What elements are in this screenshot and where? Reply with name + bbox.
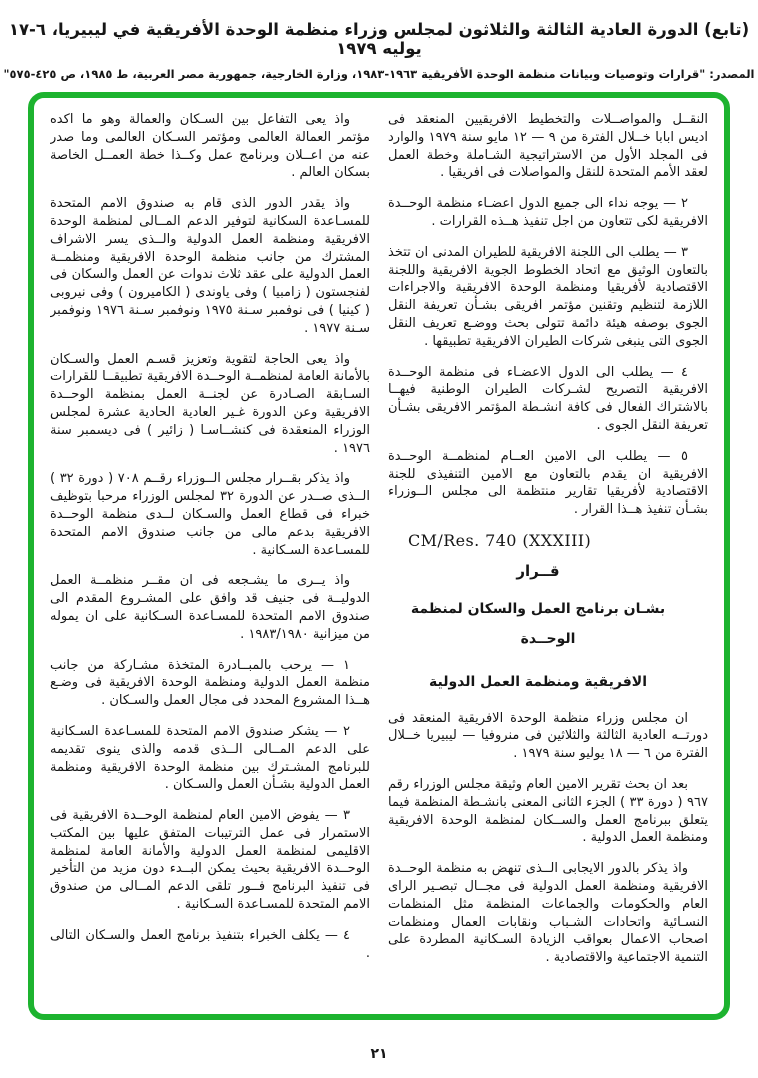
- body-paragraph: واذ يعى التفاعل بين السـكان والعمالة وهو ما اكده مؤتمر العمالة العالمى ومؤتمر السـكان العالمى وما صدر عنه من اعــلان وبرنامج عمل وكــذا خطة العمــل الخاصة بسكان العالم .: [50, 112, 370, 181]
- body-paragraph: ٤ — يكلف الخبراء بتنفيذ برنامج العمل والسـكان التالى .: [50, 927, 370, 961]
- body-paragraph: ٢ — يشكر صندوق الامم المتحدة للمسـاعدة السـكانية على الدعم المــالى الــذى قدمه والذى ينوى تقديمه للبرنامج المشـترك بين منظمة الوحدة الافريقية ومنظمة العمل الدولية بشـأن العمل والسـكان .: [50, 723, 370, 793]
- session-title: (تابع) الدورة العادية الثالثة والثلاثون لمجلس وزراء منظمة الوحدة الأفريقية في ليبيريا، ٦-١٧ يوليه ١٩٧٩: [8, 20, 750, 58]
- body-paragraph: واذ يذكر بالدور الايجابى الــذى تنهض به منظمة الوحــدة الافريقية ومنظمة العمل الدولية فى مجــال تبصـير الراى العام والحكومات والجماعات المنظمة مثل المنظمات النسـائية واتحادات الشـباب ونقابات العمال ومنظمات اصحاب الاعمال بعواقب الزيادة السـكانية المطردة على التنمية الاجتماعية والاقتصادية .: [388, 861, 708, 966]
- resolution-reference: CM/Res. 740 (XXXIII): [408, 530, 592, 550]
- resolution-title-line1: بشـان برنامج العمل والسكان لمنظمة الوحــدة: [410, 600, 666, 647]
- resolution-heading: قــرار: [516, 561, 560, 580]
- page-header: [0, 20, 758, 81]
- body-paragraph: واذ يعى الحاجة لتقوية وتعزيز قسـم العمل والسـكان بالأمانة العامة لمنظمــة الوحــدة الافريقية تطبيقــا للقرارات السـابقة الصـادرة عن لجنــة العمل بمنظمة الوحــدة الافريقية وعن الدورة غـير العادية الحادية عشرة لمجلس الوزراء المنعقدة فى كنشــاسـا ( زائير ) فى ديسمبر سنة ١٩٧٦ .: [50, 351, 370, 456]
- body-paragraph: ١ — يرحب بالمبــادرة المتخذة مشـاركة من جانب منظمة العمل الدولية ومنظمة الوحدة الافريقية فى وضـع هــذا المشروع المحدد فى مجال العمل والسـكان .: [50, 657, 370, 709]
- body-paragraph: ٢ — يوجه نداء الى جميع الدول اعضـاء منظمة الوحــدة الافريقية لكى تتعاون من اجل تنفيذ هــذه القرارات .: [388, 196, 708, 229]
- content-frame: [28, 92, 730, 1020]
- body-paragraph: ان مجلس وزراء منظمة الوحدة الافريقية المنعقد فى دورتــه العادية الثالثة والثلاثين فى منروفيا — ليبيريا خــلال الفترة من ٦ — ١٨ يوليو سنة ١٩٧٩ .: [388, 710, 708, 762]
- body-paragraph: واذ يذكر بقــرار مجلس الــوزراء رقــم ٧٠٨ ( دورة ٣٢ ) الــذى صــدر عن الدورة ٣٢ لمجلس الوزراء مرحبا بتوظيف خبراء فى قطاع العمل والسـكان لــدى منظمة الوحــدة الافريقية بدعم مالى من جانب صندوق الامم المتحدة للمسـاعدة السـكانية .: [50, 471, 370, 558]
- body-paragraph: ٣ — يطلب الى اللجنة الافريقية للطيران المدنى ان تتخذ بالتعاون الوثيق مع اتحاد الخطوط الجوية الافريقية واللجنة الاقتصادية لأفريقيا ومنظمة الوحدة الافريقية والاجراءات اللازمة لتنظيم وتقنين مؤتمر افريقى بشـأن تعريفة النقل الجوى بوصفه هيئة دائمة تتولى بحث ووضـع تعريف النقل الجوى التى ينبغى شركات الطيران الافريقية تطبيقها .: [388, 244, 708, 349]
- body-paragraph: واذ يقدر الدور الذى قام به صندوق الامم المتحدة للمسـاعدة السكانية لتوفير الدعم المــالى لمنظمة الوحدة الافريقية ومنظمة العمل الدولية والــذى يسر الاشراف المشترك من جانب منظمة الوحدة الافريقية ومنظمــة العمل الدولية على عقد ثلاث ندوات عن العمل والسكان فى لفنجستون ( زامبيا ) وفى ياوندى ( الكاميرون ) وفى نيروبى ( كينيا ) فى نوفمبر سـنة ١٩٧٥ ونوفمبر سـنة ١٩٧٦ ونوفمبر سـنة ١٩٧٧ .: [50, 196, 370, 336]
- body-paragraph: بعد ان بحث تقرير الامين العام وثيقة مجلس الوزراء رقم ٩٦٧ ( دورة ٣٣ ) الجزء الثانى المعنى بانشـطة المنظمة فيما يتعلق ببرنامج العمل والســكان لمنظمة الوحدة الافريقية ومنظمة العمل الدولية .: [388, 776, 708, 846]
- source-citation: المصدر: "قرارات وتوصيات وبيانات منظمة الوحدة الأفريقية ١٩٦٣-١٩٨٣، وزارة الخارجية، جمهورية مصر العربية، ط ١٩٨٥، ص ٤٢٥-٥٧٥": [3, 67, 755, 81]
- body-paragraph: ٤ — يطلب الى الدول الاعضـاء فى منظمة الوحــدة الافريقية التصريح لشـركات الطيران الوطنية فيهــا بالاشتراك الفعال فى كافة انشـطة المؤتمر الافريقى بشـأن تعريفة النقل الجوى .: [388, 364, 708, 433]
- body-paragraph: ٣ — يفوض الامين العام لمنظمة الوحــدة الافريقية فى الاستمرار فى عمل الترتيبات المتفق عليها بين المكتب الاقليمى لمنظمة العمل الدولية والأمانة العامة لمنظمة الوحــدة الافريقية بحيث يمكن البــدء دون مزيد من التأخير فى تنفيذ البرنامج فــور تلقى الدعم المــالى من صندوق الامم المتحدة للمسـاعدة السـكانية .: [50, 808, 370, 913]
- right-column: [388, 111, 708, 1004]
- body-paragraph: النقــل والمواصــلات والتخطيط الافريقيين المنعقد فى اديس ابابا خــلال الفترة من ٩ — ١٢ مايو سنة ١٩٧٩ والوارد فى المجلد الأول من الاستراتيجية الشـاملة وخطة العمل لعقد الأمم المتحدة للنقل والمواصلات فى افريقيا .: [388, 112, 708, 181]
- resolution-title-line2: الافريقية ومنظمة العمل الدولية: [428, 673, 647, 690]
- body-paragraph: ٥ — يطلب الى الامين العــام لمنظمــة الوحــدة الافريقية ان يقدم بالتعاون مع الامين التنفيذى للجنة الاقتصادية لأفريقيا تقارير منتظمة الى مجلس الــوزراء بشـأن تنفيذ هــذا القرار .: [388, 448, 708, 518]
- page-number: ٢١: [370, 1046, 388, 1062]
- left-column: [50, 111, 370, 1004]
- body-paragraph: واذ يــرى ما يشـجعه فى ان مقــر منظمــة العمل الدوليــة فى جنيف قد وافق على المشـروع المقدم الى صندوق الامم المتحدة للمسـاعدة السـكانية على ان يموله من ميزانية ١٩٨٣/١٩٨٠ .: [50, 573, 370, 642]
